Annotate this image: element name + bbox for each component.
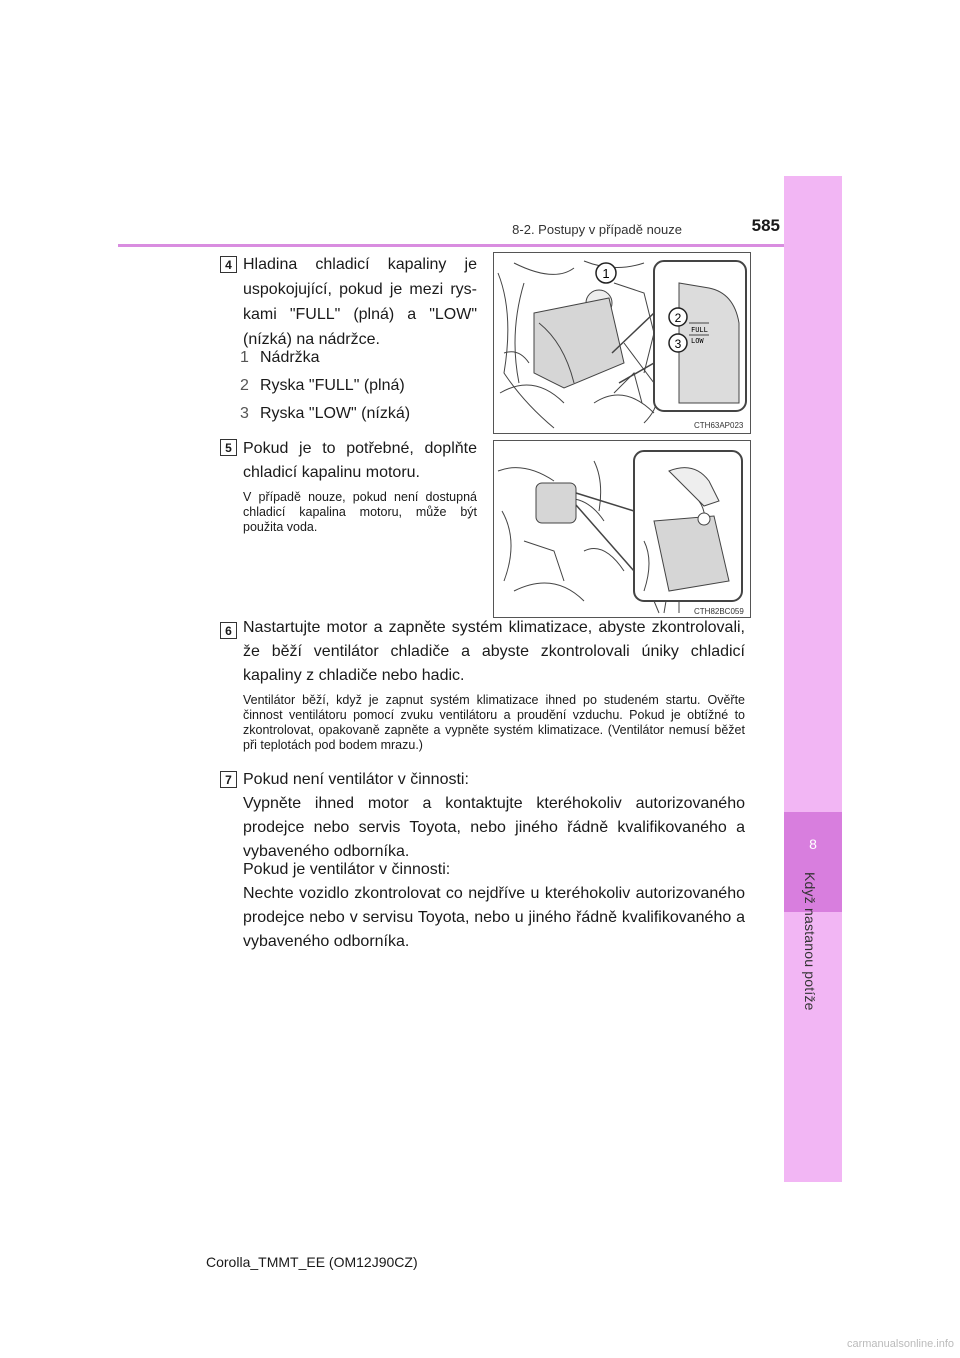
step6-note: Ventilátor běží, když je zapnut systém klimatizace ihned po studeném startu. Ověřte činnost ventilátoru pomocí zvuku ventilátoru a proudění vzduchu. Pokud je obtížné to zkontrolovat, opakovaně zapněte a vypněte systém klimatizace. (Ventilátor nemusí běžet při teplotách pod bodem mrazu.) xyxy=(243,693,745,752)
step-number-5: 5 xyxy=(220,439,237,456)
chapter-sidebar xyxy=(784,176,842,1182)
step-number-7: 7 xyxy=(220,771,237,788)
item-label: Ryska "LOW" (nízká) xyxy=(260,405,411,422)
callout-number: 1 xyxy=(602,266,610,281)
step7-condition-2: Pokud je ventilátor v činnosti: xyxy=(243,861,451,878)
callout-3 xyxy=(669,334,687,352)
step6-text: Nastartujte motor a zapněte systém klimatizace, abyste zkontrolovali, že běží ventilátor chladiče a abyste zkontrolovali úniky chladicí kapaliny z chladiče nebo hadic. xyxy=(243,619,745,684)
step4-text: Hladina chladicí kapaliny je uspokojující, pokud je mezi ryskami "FULL" (plná) a "LOW" (nízká) na nádržce. xyxy=(243,256,477,348)
full-mark: FULL xyxy=(691,326,708,334)
step-number-4: 4 xyxy=(220,256,237,273)
list-item xyxy=(240,400,480,428)
coolant-refill-figure xyxy=(493,440,751,618)
footer-doc-id: Corolla_TMMT_EE (OM12J90CZ) xyxy=(206,1254,418,1270)
step5-text: Pokud je to potřebné, doplňte chladicí kapalinu motoru. xyxy=(243,440,477,481)
item-label: Ryska "FULL" (plná) xyxy=(260,377,405,394)
step-number-6: 6 xyxy=(220,622,237,639)
callout-2 xyxy=(669,308,687,326)
chapter-number: 8 xyxy=(809,836,817,852)
step4-item-list xyxy=(240,344,480,428)
item-label: Nádržka xyxy=(260,349,320,366)
list-item xyxy=(240,372,480,400)
figure-code: CTH82BC059 xyxy=(694,607,744,616)
item-number: 3 xyxy=(240,405,249,422)
refill-illustration xyxy=(494,441,750,617)
low-mark: LOW xyxy=(691,337,704,345)
step5-note: V případě nouze, pokud není dostupná chladicí kapalina motoru, může být použita voda. xyxy=(243,490,477,534)
item-number: 2 xyxy=(240,377,249,394)
step7-paragraph-2 xyxy=(243,858,745,954)
callout-1 xyxy=(596,263,616,283)
header-divider xyxy=(118,244,784,247)
page-number: 585 xyxy=(751,216,780,235)
coolant-reservoir-figure xyxy=(493,252,751,434)
callout-number: 2 xyxy=(674,311,682,325)
figure-code: CTH63AP023 xyxy=(694,421,744,430)
list-item xyxy=(240,344,480,372)
step7-condition-1: Pokud není ventilátor v činnosti: xyxy=(243,771,469,788)
item-number: 1 xyxy=(240,349,249,366)
watermark: carmanualsonline.info xyxy=(846,1338,954,1350)
chapter-title: Když nastanou potíže xyxy=(802,872,818,1011)
callout-number: 3 xyxy=(674,337,682,351)
step7-action-2: Nechte vozidlo zkontrolovat co nejdříve u kteréhokoliv autorizovaného prodejce nebo v servisu Toyota, nebo u jiného řádně kvalifikovaného a vybaveného odborníka. xyxy=(243,885,745,950)
engine-bay-illustration xyxy=(494,253,750,433)
section-title: 8-2. Postupy v případě nouze xyxy=(512,222,682,237)
step7-action-1: Vypněte ihned motor a kontaktujte kteréhokoliv autorizovaného prodejce nebo servis Toyota, nebo jiného řádně kvalifikovaného a vybaveného odborníka. xyxy=(243,795,745,860)
step7-paragraph-1 xyxy=(243,768,745,864)
